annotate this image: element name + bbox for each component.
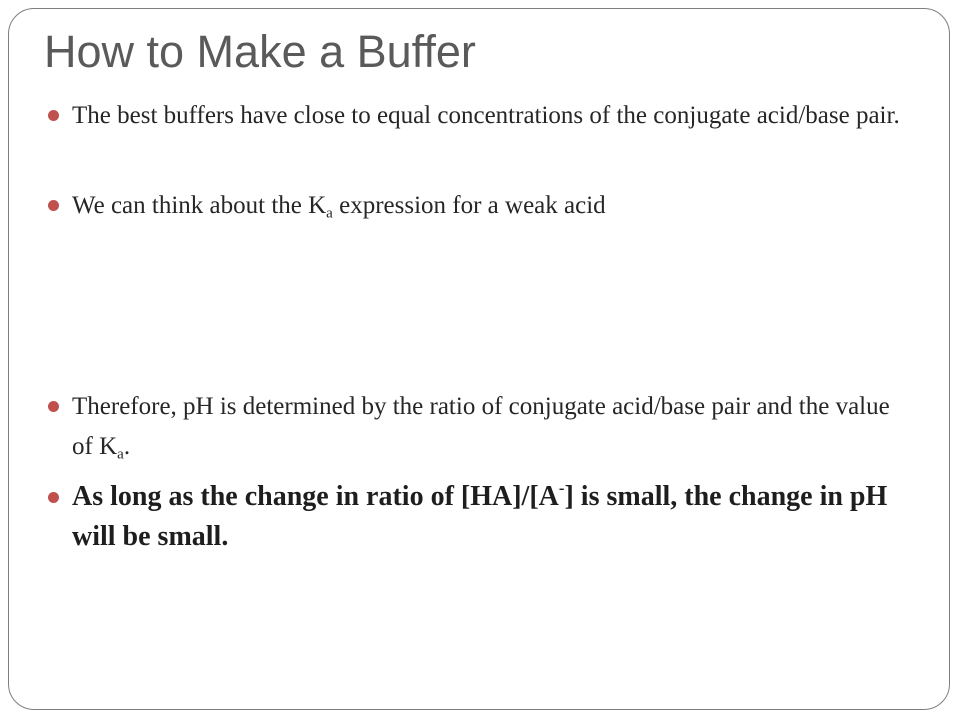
bullet-text — [72, 387, 908, 467]
bullet-text-part: We can think about the K — [72, 192, 327, 219]
bullet-dot-icon — [48, 401, 59, 412]
bullet-text: The best buffers have close to equal concentrations of the conjugate acid/base pair. — [72, 102, 900, 129]
slide-title: How to Make a Buffer — [44, 26, 476, 77]
bullet-text-part: As long as the change in ratio of [HA]/[A — [72, 481, 559, 512]
bullet-text — [72, 186, 908, 226]
bullet-text-part: ] is small, the change in pH will be small. — [72, 481, 888, 552]
subscript-a: a — [117, 446, 124, 463]
bullet-text-part: . — [123, 433, 131, 460]
bullet-dot-icon — [48, 492, 59, 503]
subscript-a: a — [326, 205, 333, 222]
bullet-item — [48, 96, 908, 136]
bullet-dot-icon — [48, 200, 59, 211]
bullet-text — [72, 477, 908, 557]
bullet-item-emphasis — [48, 477, 908, 557]
superscript-minus: - — [558, 478, 565, 498]
bullet-dot-icon — [48, 110, 59, 121]
bullet-item — [48, 387, 908, 467]
bullet-text-part: Therefore, pH is determined by the ratio of conjugate acid/base pair and the value of K — [72, 393, 890, 460]
bullet-text-part: expression for a weak acid — [332, 192, 606, 219]
bullet-item — [48, 186, 908, 226]
